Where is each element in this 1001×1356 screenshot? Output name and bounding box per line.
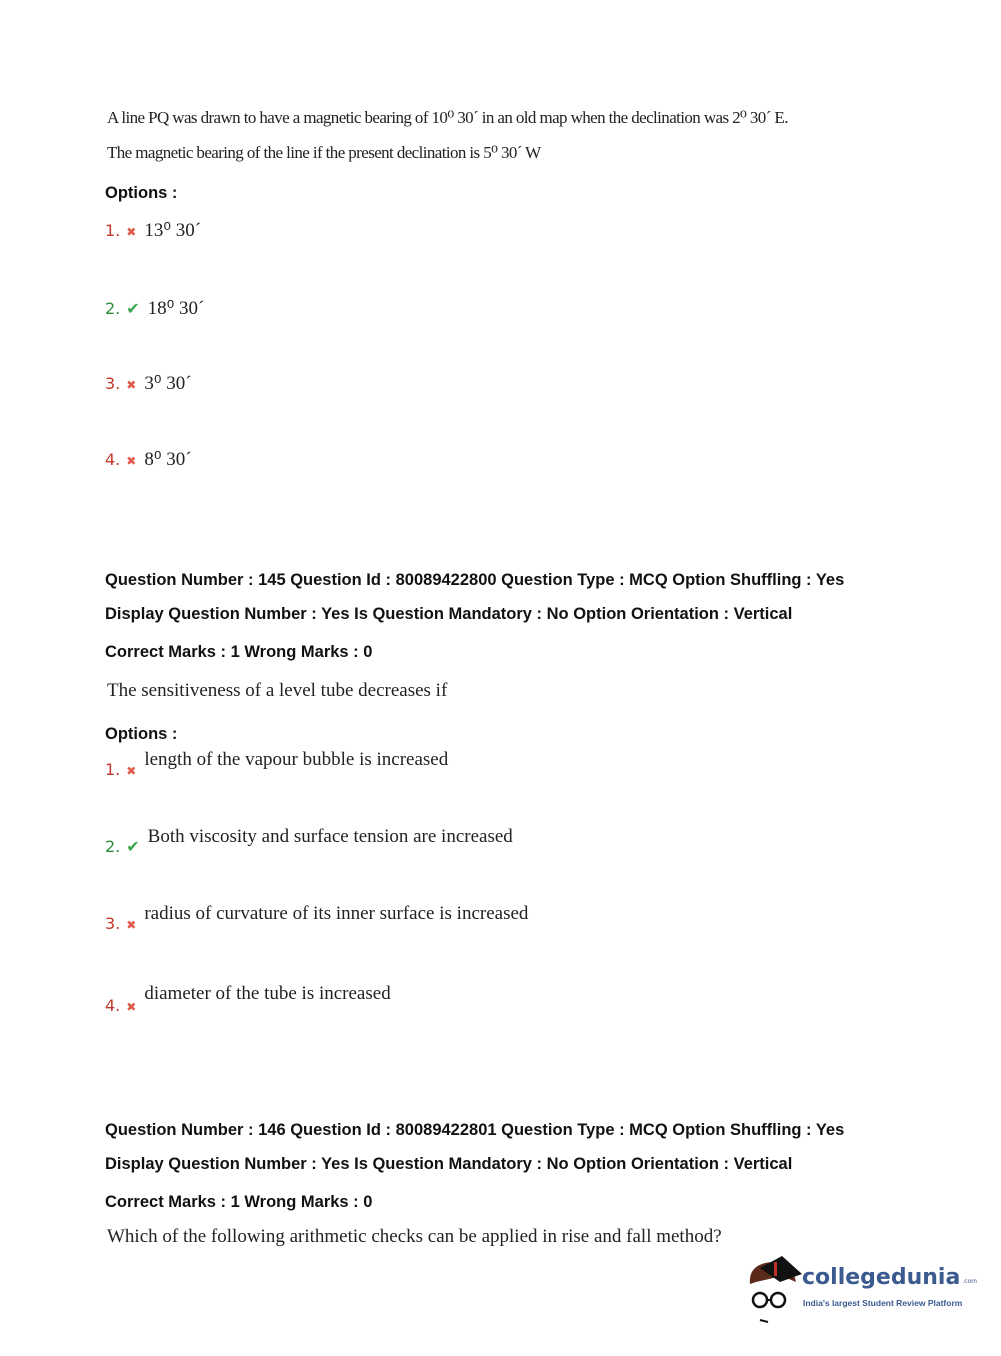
option-3 <box>105 903 529 935</box>
collegedunia-logo <box>742 1254 982 1326</box>
option-text: 8⁰ 30ˊ <box>144 449 192 470</box>
question-meta-line2: Display Question Number : Yes Is Question Mandatory : No Option Orientation : Vertical <box>105 1155 793 1173</box>
question-marks: Correct Marks : 1 Wrong Marks : 0 <box>105 1193 373 1211</box>
cross-icon: ✖ <box>126 1000 137 1014</box>
option-text: length of the vapour bubble is increased <box>144 749 449 770</box>
option-4 <box>105 983 391 1017</box>
cross-icon: ✖ <box>126 378 137 392</box>
options-label: Options : <box>105 184 178 202</box>
logo-tagline: India's largest Student Review Platform <box>803 1298 963 1308</box>
question-meta-line1: Question Number : 146 Question Id : 80089422801 Question Type : MCQ Option Shuffling : Yes <box>105 1121 845 1139</box>
option-number: 3. <box>105 914 121 933</box>
option-number: 3. <box>105 374 121 393</box>
question-marks: Correct Marks : 1 Wrong Marks : 0 <box>105 643 373 661</box>
option-1 <box>105 219 201 242</box>
question-meta-line1: Question Number : 145 Question Id : 80089422800 Question Type : MCQ Option Shuffling : Yes <box>105 571 845 589</box>
option-4 <box>105 448 192 471</box>
question-text-line1: A line PQ was drawn to have a magnetic bearing of 10⁰ 30ˊ in an old map when the declination was 2⁰ 30ˊ E. <box>107 108 788 127</box>
option-3 <box>105 372 192 395</box>
logo-name: collegedunia <box>802 1265 961 1290</box>
option-text: diameter of the tube is increased <box>144 983 391 1004</box>
question-text-line2: The magnetic bearing of the line if the present declination is 5⁰ 30ˊ W <box>107 143 541 162</box>
cross-icon: ✖ <box>126 454 137 468</box>
option-number: 1. <box>105 221 121 240</box>
question-text: The sensitiveness of a level tube decreases if <box>107 680 448 701</box>
option-text: 18⁰ 30ˊ <box>147 298 205 319</box>
option-number: 2. <box>105 299 121 318</box>
logo-wordmark <box>802 1264 977 1292</box>
question-meta-line2: Display Question Number : Yes Is Question Mandatory : No Option Orientation : Vertical <box>105 605 793 623</box>
option-2 <box>105 297 204 320</box>
cross-icon: ✖ <box>126 918 137 932</box>
option-number: 4. <box>105 450 121 469</box>
option-2 <box>105 826 513 858</box>
option-text: 13⁰ 30ˊ <box>144 220 202 241</box>
options-label: Options : <box>105 725 178 743</box>
option-number: 2. <box>105 837 121 856</box>
option-number: 1. <box>105 760 121 779</box>
logo-suffix: .com <box>962 1278 978 1285</box>
cross-icon: ✖ <box>126 764 137 778</box>
mascot-icon <box>742 1254 802 1326</box>
option-text: 3⁰ 30ˊ <box>144 373 192 394</box>
option-text: Both viscosity and surface tension are increased <box>147 826 513 847</box>
cross-icon: ✖ <box>126 225 137 239</box>
check-icon: ✔ <box>126 299 140 318</box>
option-1 <box>105 749 449 781</box>
option-text: radius of curvature of its inner surface is increased <box>144 903 529 924</box>
option-number: 4. <box>105 996 121 1015</box>
question-text: Which of the following arithmetic checks can be applied in rise and fall method? <box>107 1226 722 1247</box>
check-icon: ✔ <box>126 837 140 856</box>
